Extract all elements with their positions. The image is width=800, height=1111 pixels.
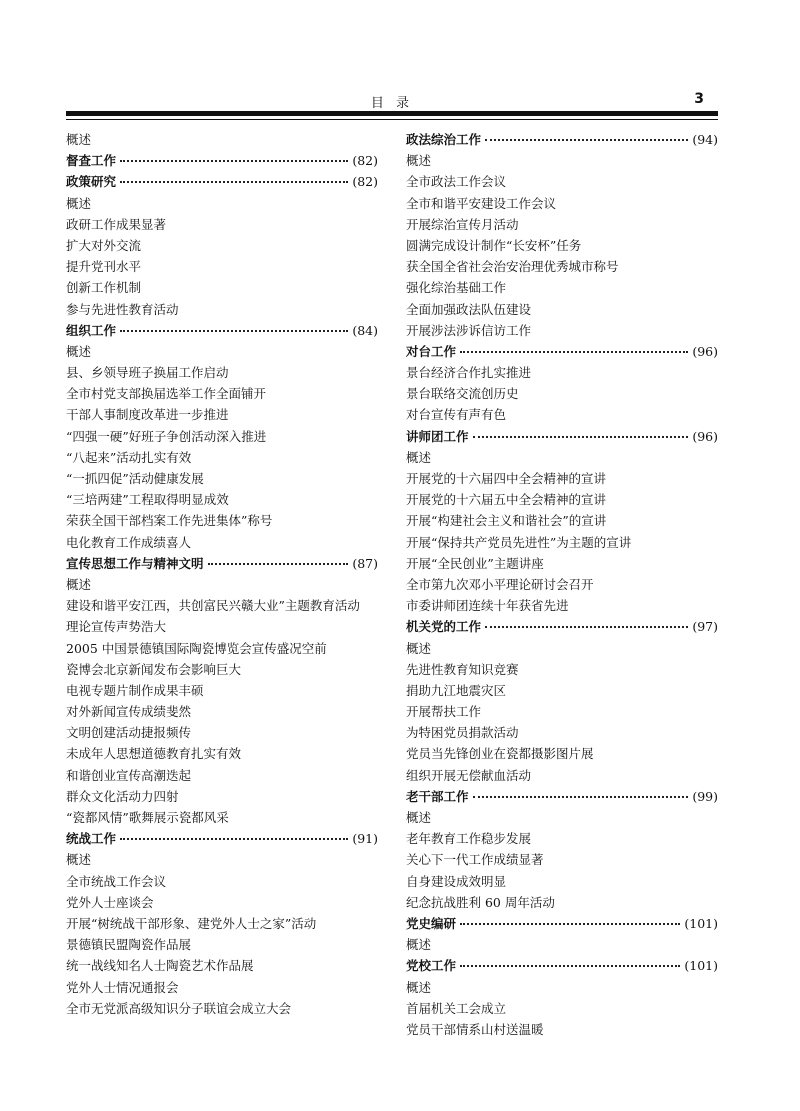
toc-item[interactable]: 和谐创业宣传高潮迭起 bbox=[66, 767, 192, 783]
toc-section-entry[interactable] bbox=[66, 828, 378, 849]
toc-item[interactable]: 全市第九次邓小平理论研讨会召开 bbox=[406, 576, 594, 592]
toc-section-entry[interactable] bbox=[66, 553, 378, 574]
running-header bbox=[66, 92, 718, 110]
toc-page-number: (82) bbox=[352, 174, 378, 190]
toc-item[interactable]: 建设和谐平安江西，共创富民兴赣大业”主题教育活动 bbox=[66, 598, 360, 614]
toc-leader-dots bbox=[460, 923, 680, 925]
toc-section-title: 机关党的工作 bbox=[406, 619, 482, 635]
toc-item[interactable]: 开展涉法涉诉信访工作 bbox=[406, 322, 532, 338]
toc-section-entry[interactable] bbox=[406, 955, 718, 976]
header-rule-thick bbox=[66, 111, 718, 116]
toc-item[interactable]: 概述 bbox=[406, 640, 432, 656]
toc-item[interactable]: 概述 bbox=[406, 153, 432, 169]
toc-section-title: 组织工作 bbox=[66, 322, 117, 338]
toc-item[interactable]: 概述 bbox=[406, 979, 432, 995]
toc-page-number: (94) bbox=[692, 132, 718, 147]
toc-item[interactable]: 电视专题片制作成果丰硕 bbox=[66, 682, 204, 698]
toc-item[interactable]: “四强一硬”好班子争创活动深入推进 bbox=[66, 428, 267, 444]
toc-section-title: 政策研究 bbox=[66, 174, 117, 190]
toc-item[interactable]: 开展党的十六届五中全会精神的宣讲 bbox=[406, 492, 607, 508]
toc-item[interactable]: 景台联络交流创历史 bbox=[406, 386, 519, 402]
toc-item[interactable]: 概述 bbox=[406, 937, 432, 953]
toc-item[interactable]: 捐助九江地震灾区 bbox=[406, 682, 507, 698]
toc-item[interactable]: 对台宣传有声有色 bbox=[406, 407, 507, 423]
toc-section-entry[interactable] bbox=[406, 786, 718, 807]
toc-item[interactable]: 开展“构建社会主义和谐社会”的宣讲 bbox=[406, 513, 607, 529]
toc-leader-dots bbox=[120, 330, 348, 332]
toc-section-title: 讲师团工作 bbox=[406, 428, 469, 444]
toc-section-entry[interactable] bbox=[66, 171, 378, 192]
toc-page-number: (84) bbox=[352, 322, 378, 338]
toc-leader-dots bbox=[208, 563, 349, 565]
toc-item[interactable]: 2005 中国景德镇国际陶瓷博览会宣传盛况空前 bbox=[66, 640, 327, 656]
toc-item[interactable]: 全市和谐平安建设工作会议 bbox=[406, 195, 557, 211]
toc-item[interactable]: 文明创建活动捷报频传 bbox=[66, 725, 192, 741]
toc-left-column bbox=[66, 129, 378, 1019]
toc-item[interactable]: 组织开展无偿献血活动 bbox=[406, 767, 532, 783]
toc-item[interactable]: 概述 bbox=[66, 132, 92, 147]
page-number: 3 bbox=[694, 91, 704, 107]
toc-section-entry[interactable] bbox=[66, 150, 378, 171]
toc-item[interactable]: 全市政法工作会议 bbox=[406, 174, 507, 190]
toc-item[interactable]: “瓷都风情”歌舞展示瓷都风采 bbox=[66, 810, 229, 826]
toc-item[interactable]: 全面加强政法队伍建设 bbox=[406, 301, 532, 317]
toc-item[interactable]: 未成年人思想道德教育扎实有效 bbox=[66, 746, 242, 762]
toc-item[interactable]: 县、乡领导班子换届工作启动 bbox=[66, 365, 229, 381]
toc-item[interactable]: 先进性教育知识竞赛 bbox=[406, 661, 519, 677]
toc-item[interactable]: 开展综治宣传月活动 bbox=[406, 216, 519, 232]
toc-section-title: 对台工作 bbox=[406, 343, 457, 359]
toc-page-number: (82) bbox=[352, 153, 378, 169]
toc-item[interactable]: 扩大对外交流 bbox=[66, 237, 142, 253]
toc-item[interactable]: 市委讲师团连续十年获省先进 bbox=[406, 598, 569, 614]
toc-item[interactable]: 理论宣传声势浩大 bbox=[66, 619, 167, 635]
toc-item[interactable]: 景德镇民盟陶瓷作品展 bbox=[66, 937, 192, 953]
toc-item[interactable]: 纪念抗战胜利 60 周年活动 bbox=[406, 894, 555, 910]
toc-item[interactable]: 开展“树统战干部形象、建党外人士之家”活动 bbox=[66, 915, 317, 931]
toc-section-entry[interactable] bbox=[406, 341, 718, 362]
toc-section-entry[interactable] bbox=[406, 616, 718, 637]
toc-section-title: 统战工作 bbox=[66, 831, 117, 847]
toc-section-title: 督查工作 bbox=[66, 153, 117, 169]
toc-item[interactable]: 开展“保持共产党员先进性”为主题的宣讲 bbox=[406, 534, 632, 550]
toc-leader-dots bbox=[485, 139, 688, 141]
toc-item[interactable]: 党外人士座谈会 bbox=[66, 894, 154, 910]
toc-item[interactable]: 创新工作机制 bbox=[66, 280, 142, 296]
toc-item[interactable]: 概述 bbox=[66, 852, 92, 868]
toc-item[interactable]: 电化教育工作成绩喜人 bbox=[66, 534, 192, 550]
toc-page-number: (101) bbox=[684, 915, 718, 931]
toc-item[interactable]: 荣获全国干部档案工作先进集体”称号 bbox=[66, 513, 273, 529]
toc-item[interactable]: 瓷博会北京新闻发布会影响巨大 bbox=[66, 661, 242, 677]
header-rule-thin bbox=[66, 119, 718, 120]
toc-section-entry[interactable] bbox=[406, 426, 718, 447]
toc-item[interactable]: 圆满完成设计制作“长安杯”任务 bbox=[406, 237, 582, 253]
toc-leader-dots bbox=[460, 965, 680, 967]
toc-leader-dots bbox=[120, 181, 348, 183]
running-header-title: 目 录 bbox=[370, 96, 414, 111]
toc-section-title: 党史编研 bbox=[406, 915, 457, 931]
toc-item[interactable]: 开展帮扶工作 bbox=[406, 704, 482, 720]
toc-leader-dots bbox=[120, 838, 348, 840]
toc-item[interactable]: 概述 bbox=[66, 195, 92, 211]
toc-section-title: 政法综治工作 bbox=[406, 132, 482, 147]
toc-item[interactable]: 强化综治基础工作 bbox=[406, 280, 507, 296]
toc-item[interactable]: 全市统战工作会议 bbox=[66, 873, 167, 889]
toc-right-column bbox=[406, 129, 718, 1040]
toc-section-entry[interactable] bbox=[66, 320, 378, 341]
toc-item[interactable]: 为特困党员捐款活动 bbox=[406, 725, 519, 741]
toc-section-entry[interactable] bbox=[406, 129, 718, 150]
toc-item[interactable]: 景台经济合作扎实推进 bbox=[406, 365, 532, 381]
toc-item[interactable]: 概述 bbox=[66, 576, 92, 592]
toc-item[interactable]: “三培两建”工程取得明显成效 bbox=[66, 492, 229, 508]
toc-item[interactable]: 老年教育工作稳步发展 bbox=[406, 831, 532, 847]
toc-item[interactable]: 党员当先锋创业在瓷都摄影图片展 bbox=[406, 746, 594, 762]
toc-item[interactable]: 概述 bbox=[406, 810, 432, 825]
toc-item[interactable]: 自身建设成效明显 bbox=[406, 873, 507, 889]
toc-item[interactable]: 概述 bbox=[406, 449, 432, 465]
toc-page-number: (96) bbox=[692, 428, 718, 444]
toc-item[interactable]: 提升党刊水平 bbox=[66, 259, 142, 275]
toc-section-title: 老干部工作 bbox=[406, 788, 469, 804]
toc-item[interactable]: 党外人士情况通报会 bbox=[66, 979, 179, 995]
toc-item[interactable]: 党员干部情系山村送温暖 bbox=[406, 1021, 544, 1037]
toc-page-number: (96) bbox=[692, 343, 718, 359]
toc-page-number: (91) bbox=[352, 831, 378, 847]
toc-item[interactable]: 开展党的十六届四中全会精神的宣讲 bbox=[406, 471, 607, 486]
toc-section-title: 党校工作 bbox=[406, 958, 457, 974]
toc-leader-dots bbox=[473, 436, 689, 438]
toc-item[interactable]: 对外新闻宣传成绩斐然 bbox=[66, 704, 192, 720]
toc-leader-dots bbox=[120, 160, 348, 162]
toc-item[interactable]: 全市无党派高级知识分子联谊会成立大会 bbox=[66, 1000, 292, 1016]
toc-item[interactable]: “一抓四促”活动健康发展 bbox=[66, 471, 204, 486]
toc-page-number: (87) bbox=[352, 555, 378, 571]
toc-item[interactable]: 干部人事制度改革进一步推进 bbox=[66, 407, 229, 423]
toc-item[interactable]: “八起来”活动扎实有效 bbox=[66, 449, 192, 465]
toc-item[interactable]: 开展“全民创业”主题讲座 bbox=[406, 555, 544, 571]
toc-leader-dots bbox=[485, 626, 688, 628]
toc-section-title: 宣传思想工作与精神文明 bbox=[66, 555, 204, 571]
toc-item[interactable]: 统一战线知名人士陶瓷艺术作品展 bbox=[66, 958, 254, 974]
toc-item[interactable]: 全市村党支部换届选举工作全面铺开 bbox=[66, 386, 267, 402]
toc-item[interactable]: 群众文化活动力四射 bbox=[66, 788, 179, 804]
toc-item[interactable]: 关心下一代工作成绩显著 bbox=[406, 852, 544, 868]
toc-leader-dots bbox=[460, 351, 688, 353]
toc-page-number: (99) bbox=[692, 788, 718, 804]
toc-page-number: (101) bbox=[684, 958, 718, 974]
toc-leader-dots bbox=[473, 796, 689, 798]
toc-item[interactable]: 参与先进性教育活动 bbox=[66, 301, 179, 317]
toc-item[interactable]: 获全国全省社会治安治理优秀城市称号 bbox=[406, 259, 619, 275]
toc-page-number: (97) bbox=[692, 619, 718, 635]
toc-item[interactable]: 政研工作成果显著 bbox=[66, 216, 167, 232]
toc-section-entry[interactable] bbox=[406, 913, 718, 934]
toc-item[interactable]: 首届机关工会成立 bbox=[406, 1000, 507, 1016]
toc-item[interactable]: 概述 bbox=[66, 343, 92, 359]
